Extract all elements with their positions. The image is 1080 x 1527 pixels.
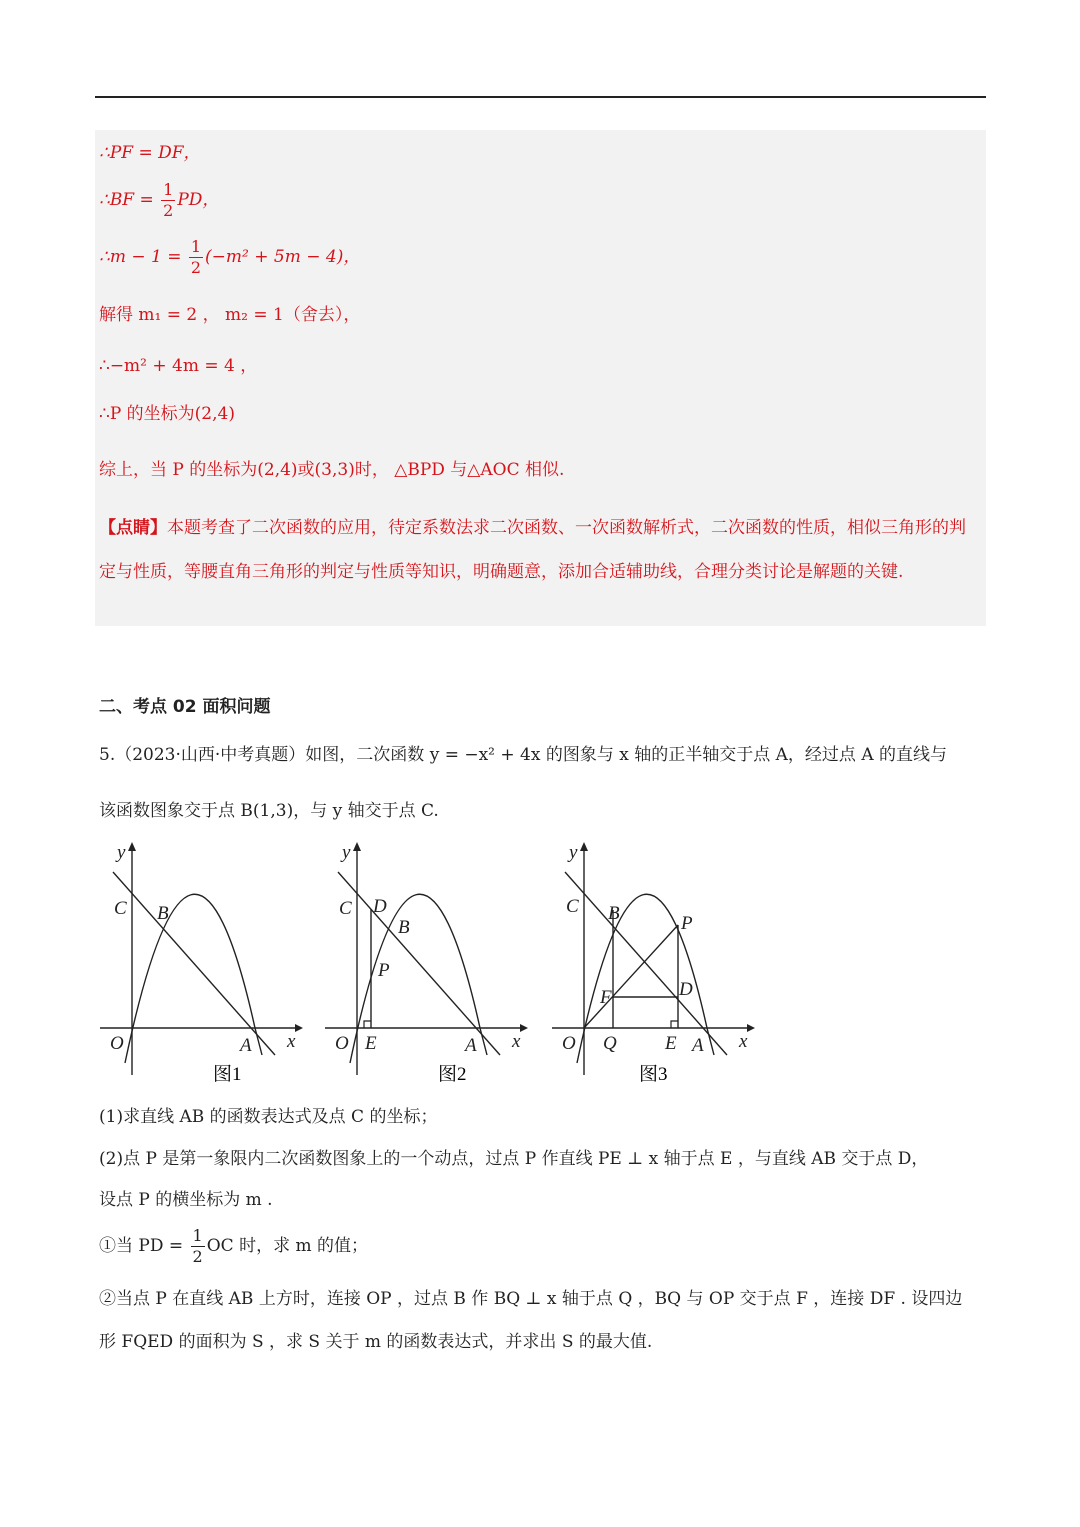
figure-3 [552,842,755,1085]
label-y: y [117,842,126,863]
label-p: P [378,960,390,981]
right-angle-mark [671,1021,678,1028]
fraction-half: $\frac{1}{2}$ [192,1226,203,1266]
header-rule [95,96,986,98]
question-stem-line-2: 该函数图象交于点 B(1,3)，与 y 轴交于点 C. [99,801,439,821]
fraction-half: $\frac{1}{2}$ [190,237,202,277]
right-angle-mark [364,1021,371,1028]
solution-line-4: 解得 m₁ = 2 ， m₂ = 1（舍去）， [99,305,361,325]
label-b: B [398,917,410,938]
label-y: y [569,842,578,863]
label-d: D [679,979,693,1000]
y-axis-arrow [353,842,361,851]
label-e: E [665,1033,677,1054]
solution-conclusion: 综上，当 P 的坐标为(2,4)或(3,3)时， △BPD 与△AOC 相似. [99,460,565,480]
sub-question-2-part-1: ①当 PD = $\frac{1}{2}$ OC 时，求 m 的值； [99,1226,368,1266]
comment-text: 本题考查了二次函数的应用，待定系数法求二次函数、一次函数解析式，二次函数的性质，相似三角形的判定与性质，等腰直角三角形的判定与性质等知识，明确题意，添加合适辅助线，合理分类讨论是解题的关键. [99,518,966,582]
label-f: F [600,987,612,1008]
label-a: A [692,1035,704,1056]
solution-line-1: ∴PF = DF， [99,143,201,163]
solution-line-3: ∴m − 1 = $\frac{1}{2}$ (−m² + 5m − 4)， [99,237,361,277]
label-c: C [114,898,127,919]
y-axis-arrow [580,842,588,851]
label-c: C [339,898,352,919]
fraction-half: $\frac{1}{2}$ [163,180,174,220]
solution-line-5: ∴−m² + 4m = 4 ， [99,356,258,376]
x-axis-arrow [747,1024,755,1032]
label-x: x [512,1031,521,1052]
label-c: C [566,896,579,917]
sub-question-2-part-2-line-2: 形 FQED 的面积为 S ，求 S 关于 m 的函数表达式，并求出 S 的最大值. [99,1332,653,1352]
figures [95,835,755,1095]
y-axis-arrow [128,842,136,851]
label-b: B [608,903,620,924]
label-e: E [365,1033,377,1054]
figure-2 [325,842,528,1085]
caption: 图2 [438,1064,467,1085]
section-title: 二、考点 02 面积问题 [99,697,271,717]
label-a: A [240,1035,252,1056]
comment-label: 【点睛】 [99,518,167,538]
label-y: y [342,842,351,863]
caption: 图1 [213,1064,242,1085]
label-o: O [562,1033,576,1054]
label-x: x [287,1031,296,1052]
sub-question-2-line-1: (2)点 P 是第一象限内二次函数图象上的一个动点，过点 P 作直线 PE ⊥ x 轴于点 E ，与直线 AB 交于点 D， [99,1149,929,1169]
sub-question-1: (1)求直线 AB 的函数表达式及点 C 的坐标； [99,1107,438,1127]
x-axis-arrow [295,1024,303,1032]
label-x: x [739,1031,748,1052]
comment-paragraph [99,506,979,594]
label-a: A [465,1035,477,1056]
figure-labels [110,842,748,1056]
label-p: P [681,913,693,934]
caption: 图3 [639,1064,668,1085]
x-axis-arrow [520,1024,528,1032]
solution-line-6: ∴P 的坐标为(2,4) [99,404,235,424]
solution-line-2: ∴BF = $\frac{1}{2}$ PD， [99,180,220,220]
label-b: B [157,903,169,924]
label-o: O [110,1033,124,1054]
label-q: Q [603,1033,617,1054]
question-stem-line-1: 5.（2023·山西·中考真题）如图，二次函数 y = −x² + 4x 的图象与 x 轴的正半轴交于点 A，经过点 A 的直线与 [99,745,948,765]
label-d: D [373,896,387,917]
sub-question-2-part-2-line-1: ②当点 P 在直线 AB 上方时，连接 OP ，过点 B 作 BQ ⊥ x 轴于点 Q ，BQ 与 OP 交于点 F ，连接 DF . 设四边 [99,1289,963,1309]
label-o: O [335,1033,349,1054]
sub-question-2-line-2: 设点 P 的横坐标为 m . [99,1190,273,1210]
figure-1 [100,842,303,1085]
